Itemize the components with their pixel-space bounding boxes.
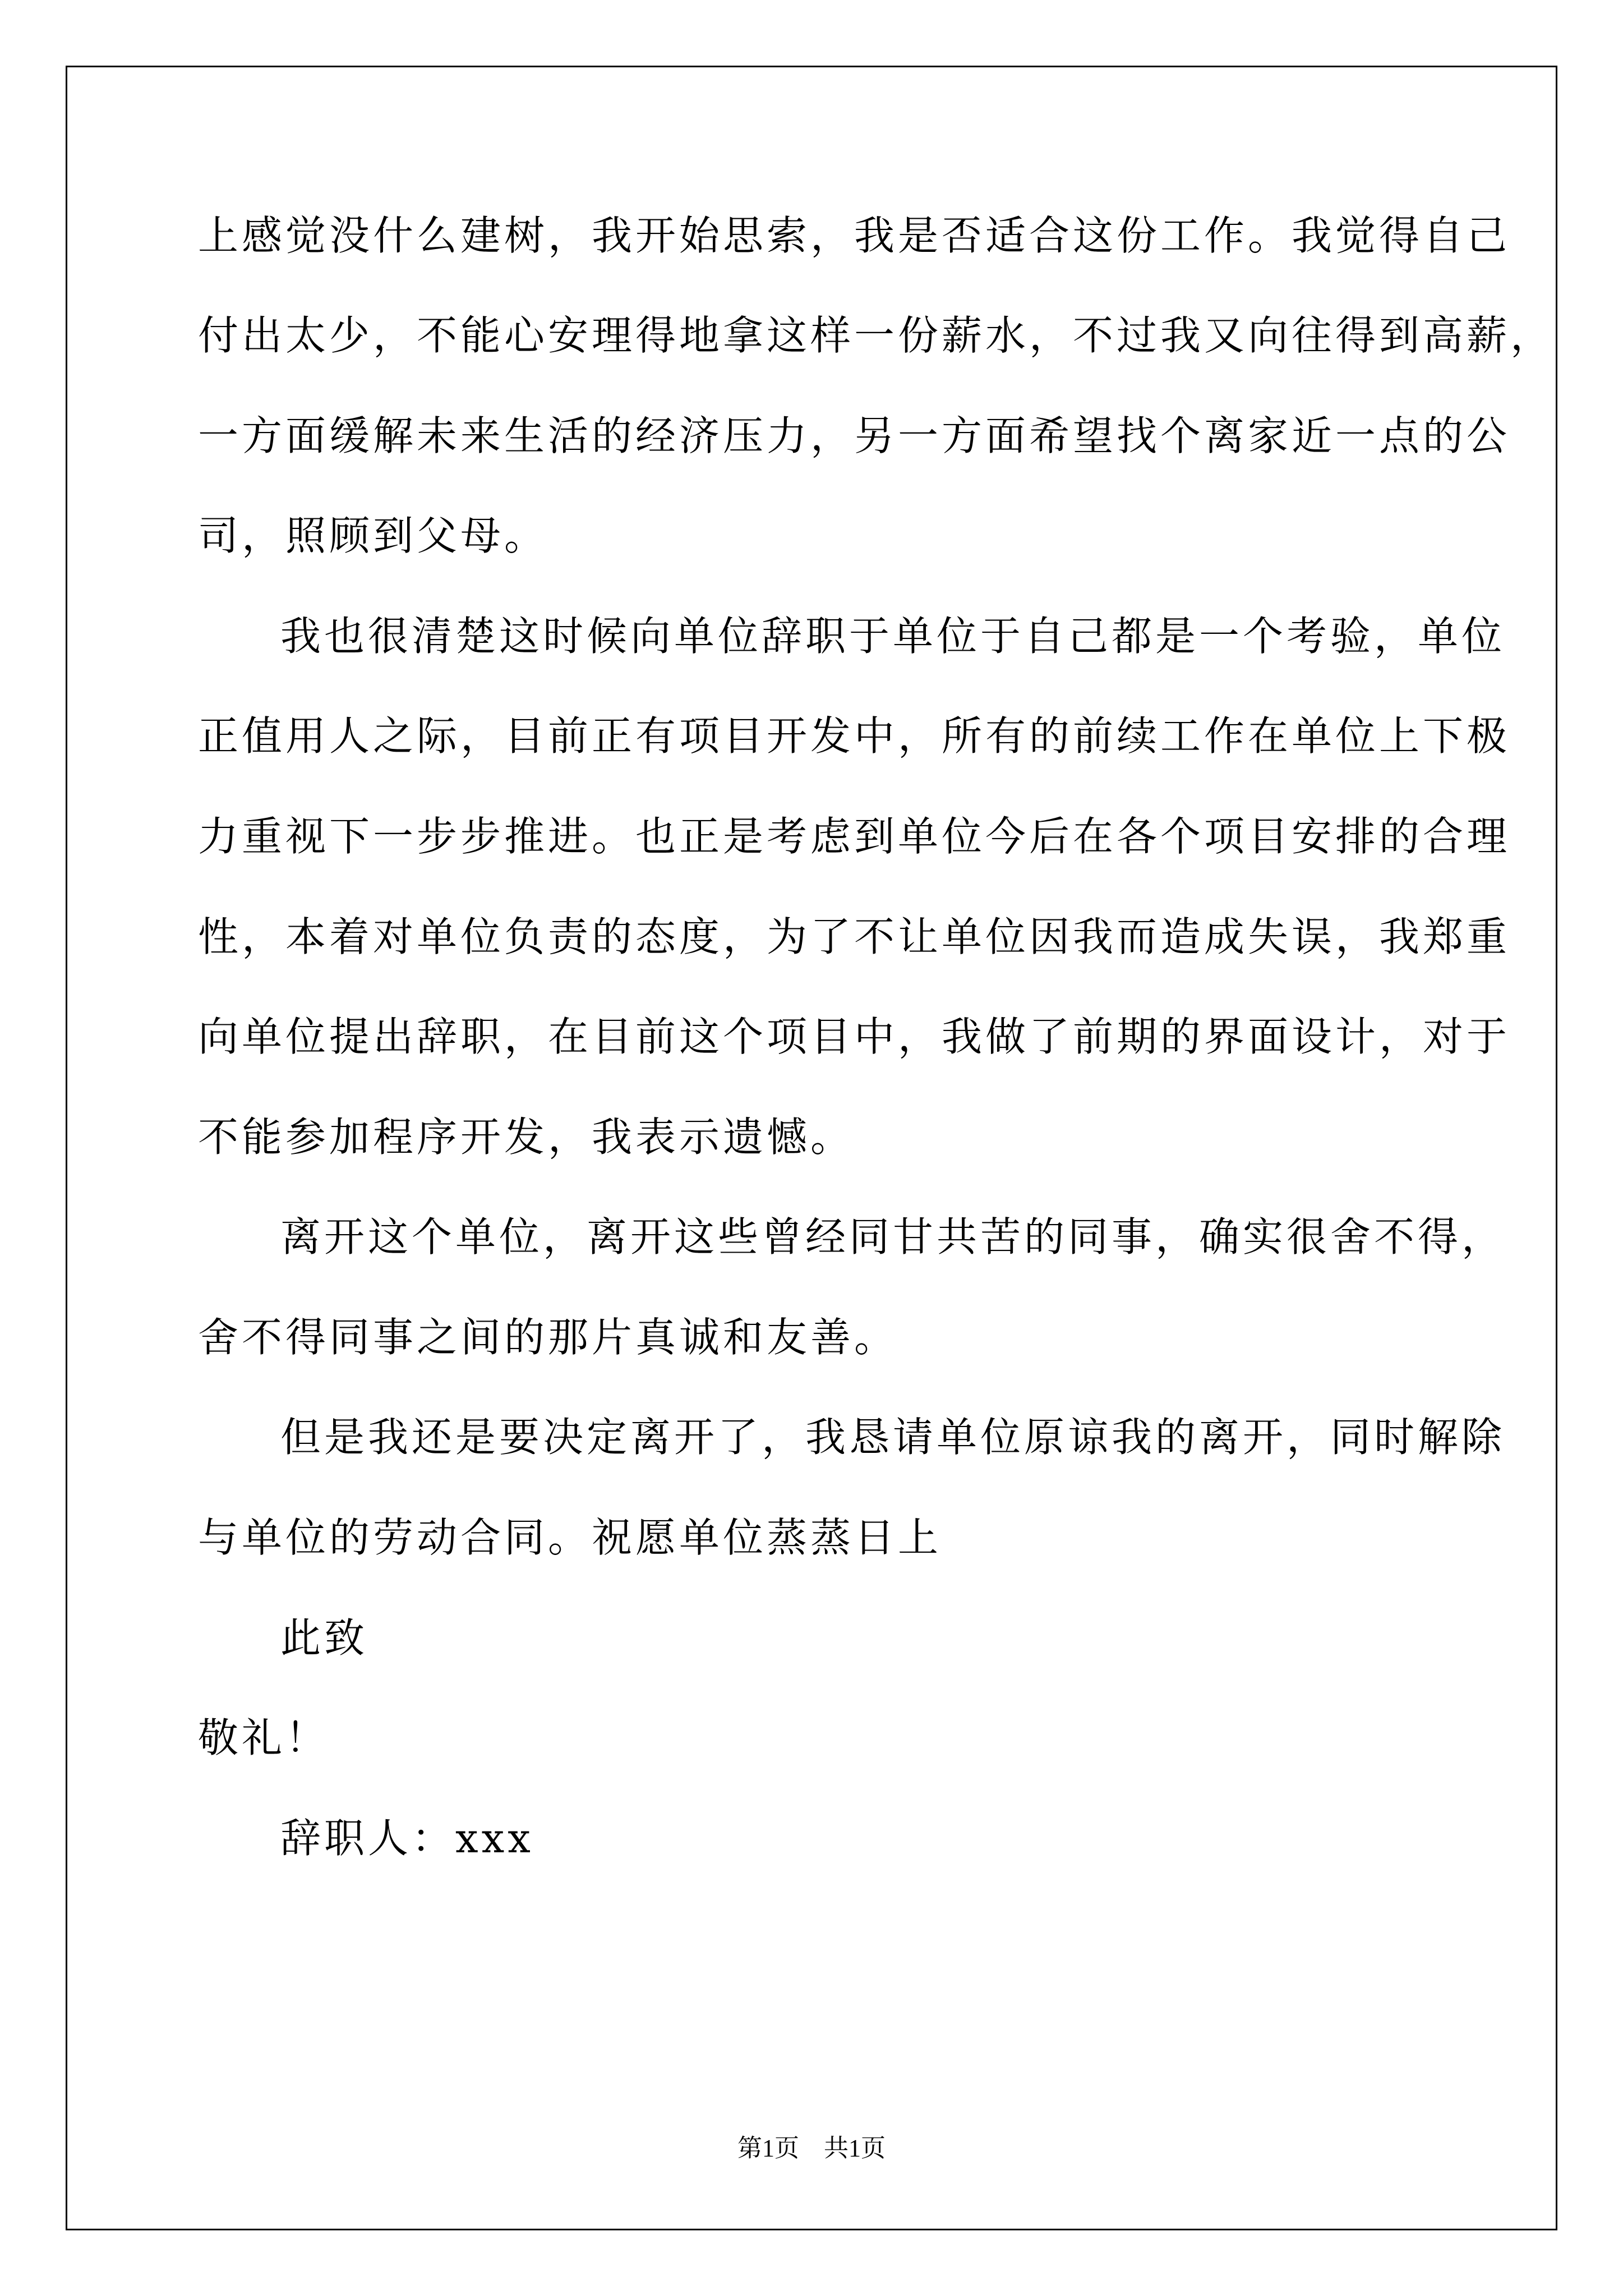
closing-text: 此致 <box>280 1614 368 1662</box>
paragraph-line: 不能参加程序开发，我表示遗憾。 <box>198 1114 855 1161</box>
signature-text: 辞职人：xxx <box>280 1815 534 1862</box>
paragraph-line: 正值用人之际，目前正有项目开发中，所有的前续工作在单位上下极 <box>198 712 1511 760</box>
paragraph-line: 与单位的劳动合同。祝愿单位蒸蒸日上 <box>198 1514 942 1561</box>
paragraph-line: 上感觉没什么建树，我开始思索，我是否适合这份工作。我觉得自己 <box>198 212 1511 259</box>
paragraph-line: 付出太少，不能心安理得地拿这样一份薪水，不过我又向往得到高薪， <box>198 312 1555 359</box>
paragraph-line: 向单位提出辞职，在目前这个项目中，我做了前期的界面设计，对于 <box>198 1013 1511 1060</box>
paragraph-line: 力重视下一步步推进。也正是考虑到单位今后在各个项目安排的合理 <box>198 813 1511 860</box>
paragraph-line: 我也很清楚这时候向单位辞职于单位于自己都是一个考验，单位 <box>280 613 1506 660</box>
paragraph-line: 但是我还是要决定离开了，我恳请单位原谅我的离开，同时解除 <box>280 1414 1506 1461</box>
paragraph-line: 离开这个单位，离开这些曾经同甘共苦的同事，确实很舍不得， <box>280 1213 1506 1260</box>
page-footer: 第1页 共1页 <box>737 2134 886 2162</box>
paragraph-line: 舍不得同事之间的那片真诚和友善。 <box>198 1314 898 1361</box>
paragraph-line: 一方面缓解未来生活的经济压力，另一方面希望找个离家近一点的公 <box>198 412 1511 459</box>
salute-text: 敬礼！ <box>198 1714 330 1761</box>
paragraph-line: 性，本着对单位负责的态度，为了不让单位因我而造成失误，我郑重 <box>198 913 1511 960</box>
paragraph-line: 司，照顾到父母。 <box>198 512 548 559</box>
